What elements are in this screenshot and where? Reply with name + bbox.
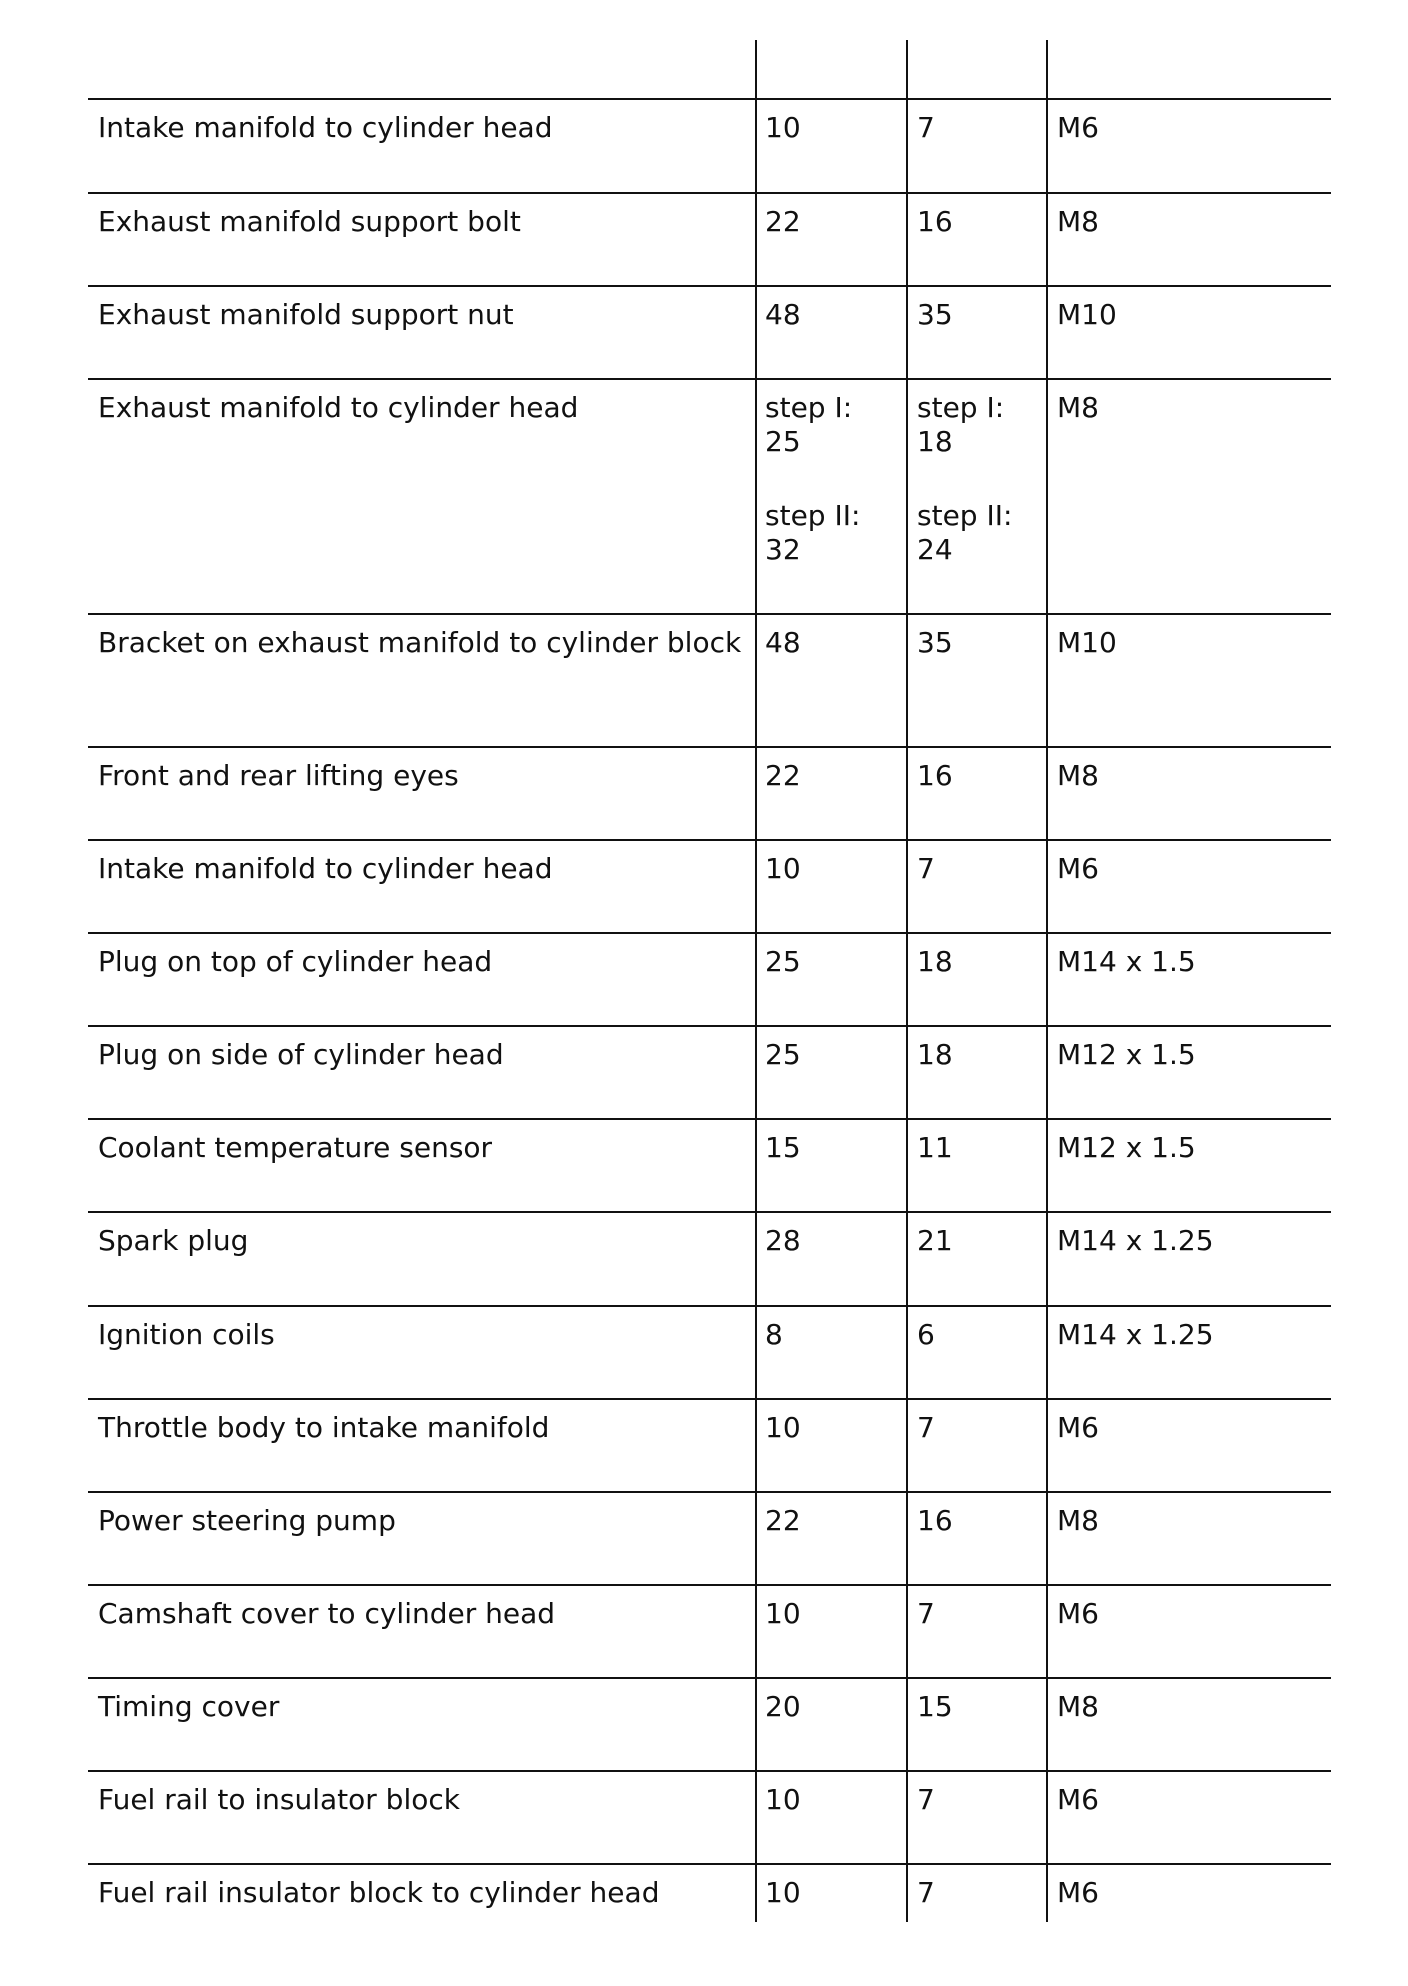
row-divider: [88, 1863, 1331, 1865]
torque-nm: 10: [765, 1597, 801, 1630]
part-description: Fuel rail insulator block to cylinder head: [98, 1876, 660, 1909]
thread-size: M8: [1057, 759, 1099, 792]
torque-nm: 25: [765, 945, 801, 978]
torque-nm: 22: [765, 205, 801, 238]
row-divider: [88, 613, 1331, 615]
torque-lbft: 7: [917, 1783, 935, 1816]
torque-lbft: 7: [917, 1411, 935, 1444]
part-description: Intake manifold to cylinder head: [98, 852, 553, 885]
row-divider: [88, 746, 1331, 748]
torque-nm: 10: [765, 1876, 801, 1909]
torque-nm: 15: [765, 1131, 801, 1164]
column-divider: [755, 40, 757, 1922]
thread-size: M6: [1057, 1783, 1099, 1816]
torque-lbft: 7: [917, 852, 935, 885]
column-divider: [1046, 40, 1048, 1922]
part-description: Throttle body to intake manifold: [98, 1411, 550, 1444]
column-divider: [906, 40, 908, 1922]
torque-lbft: 18: [917, 1038, 953, 1071]
thread-size: M6: [1057, 1597, 1099, 1630]
torque-nm: 10: [765, 1783, 801, 1816]
step-gap: [765, 459, 860, 499]
torque-nm: 10: [765, 111, 801, 144]
torque-lbft: 35: [917, 298, 953, 331]
thread-size: M8: [1057, 1690, 1099, 1723]
torque-nm: 10: [765, 1411, 801, 1444]
part-description: Intake manifold to cylinder head: [98, 111, 553, 144]
torque-nm: 28: [765, 1224, 801, 1257]
row-divider: [88, 839, 1331, 841]
torque-lbft: 7: [917, 1597, 935, 1630]
torque-lbft: 16: [917, 1504, 953, 1537]
part-description: Plug on top of cylinder head: [98, 945, 493, 978]
part-description: Ignition coils: [98, 1318, 275, 1351]
step-label: step II:: [765, 499, 861, 532]
torque-lbft: 18: [917, 945, 953, 978]
thread-size: M6: [1057, 1411, 1099, 1444]
torque-lbft: 6: [917, 1318, 935, 1351]
row-divider: [88, 1025, 1331, 1027]
row-divider: [88, 1211, 1331, 1213]
torque-nm: 22: [765, 759, 801, 792]
part-description: Bracket on exhaust manifold to cylinder block: [98, 626, 742, 659]
torque-lbft: 16: [917, 759, 953, 792]
row-divider: [88, 285, 1331, 287]
torque-nm: 8: [765, 1318, 783, 1351]
thread-size: M14 x 1.25: [1057, 1224, 1214, 1257]
torque-lbft: 7: [917, 111, 935, 144]
row-divider: [88, 1305, 1331, 1307]
torque-nm-steps: [765, 391, 860, 567]
thread-size: M14 x 1.5: [1057, 945, 1196, 978]
part-description: Exhaust manifold support nut: [98, 298, 514, 331]
row-divider: [88, 98, 1331, 100]
step-value: 32: [765, 533, 801, 566]
step-value: 25: [765, 425, 801, 458]
row-divider: [88, 1677, 1331, 1679]
step-label: step I:: [917, 391, 1005, 424]
thread-size: M8: [1057, 1504, 1099, 1537]
step-value: 18: [917, 425, 953, 458]
step-label: step I:: [765, 391, 853, 424]
torque-lbft: 35: [917, 626, 953, 659]
torque-lbft-steps: [917, 391, 1012, 567]
row-divider: [88, 378, 1331, 380]
thread-size: M10: [1057, 626, 1117, 659]
row-divider: [88, 1770, 1331, 1772]
part-description: Spark plug: [98, 1224, 249, 1257]
torque-nm: 48: [765, 626, 801, 659]
torque-nm: 48: [765, 298, 801, 331]
thread-size: M10: [1057, 298, 1117, 331]
torque-lbft: 11: [917, 1131, 953, 1164]
part-description: Power steering pump: [98, 1504, 396, 1537]
part-description: Coolant temperature sensor: [98, 1131, 493, 1164]
torque-nm: 10: [765, 852, 801, 885]
row-divider: [88, 1491, 1331, 1493]
thread-size: M6: [1057, 852, 1099, 885]
thread-size: M14 x 1.25: [1057, 1318, 1214, 1351]
step-label: step II:: [917, 499, 1013, 532]
part-description: Camshaft cover to cylinder head: [98, 1597, 556, 1630]
row-divider: [88, 1398, 1331, 1400]
row-divider: [88, 1118, 1331, 1120]
row-divider: [88, 932, 1331, 934]
thread-size: M8: [1057, 205, 1099, 238]
torque-lbft: 16: [917, 205, 953, 238]
thread-size: M6: [1057, 111, 1099, 144]
part-description: Timing cover: [98, 1690, 280, 1723]
part-description: Plug on side of cylinder head: [98, 1038, 504, 1071]
step-value: 24: [917, 533, 953, 566]
row-divider: [88, 192, 1331, 194]
thread-size: M12 x 1.5: [1057, 1038, 1196, 1071]
thread-size: M8: [1057, 391, 1099, 424]
thread-size: M12 x 1.5: [1057, 1131, 1196, 1164]
part-description: Exhaust manifold support bolt: [98, 205, 521, 238]
torque-nm: 20: [765, 1690, 801, 1723]
torque-lbft: 15: [917, 1690, 953, 1723]
torque-nm: 22: [765, 1504, 801, 1537]
torque-nm: 25: [765, 1038, 801, 1071]
step-gap: [917, 459, 1012, 499]
part-description: Exhaust manifold to cylinder head: [98, 391, 579, 424]
row-divider: [88, 1584, 1331, 1586]
part-description: Front and rear lifting eyes: [98, 759, 459, 792]
torque-lbft: 21: [917, 1224, 953, 1257]
torque-lbft: 7: [917, 1876, 935, 1909]
part-description: Fuel rail to insulator block: [98, 1783, 460, 1816]
thread-size: M6: [1057, 1876, 1099, 1909]
